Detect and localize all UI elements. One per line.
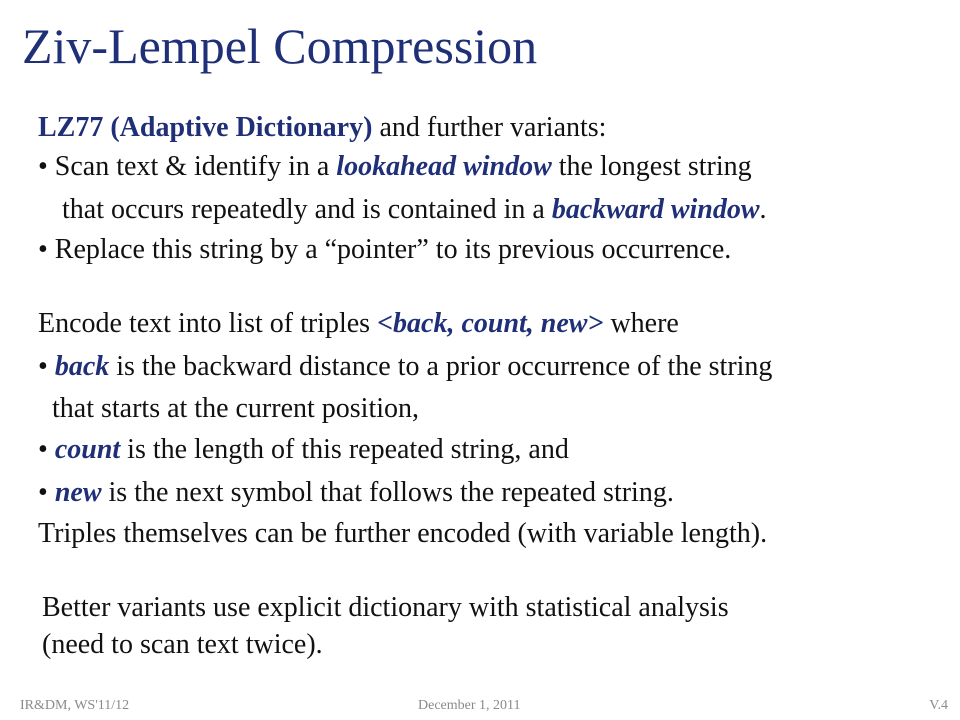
encode-intro-text: Encode text into list of triples	[38, 308, 378, 339]
footer-page-number: V.4	[929, 698, 948, 713]
lookahead-window-term: lookahead window	[336, 151, 552, 182]
new-term: new	[54, 477, 102, 508]
count-bullet	[38, 432, 569, 468]
new-bullet-marker: •	[38, 477, 55, 508]
back-bullet	[38, 349, 772, 385]
back-description: is the backward distance to a prior occurrence of the string	[109, 351, 773, 382]
encode-intro-tail: where	[603, 308, 679, 339]
count-description: is the length of this repeated string, and	[120, 434, 569, 465]
lz77-bullet-scan-tail: the longest string	[551, 151, 752, 182]
triple-notation: <back, count, new>	[377, 308, 604, 339]
lz77-heading-emphasis: LZ77 (Adaptive Dictionary)	[38, 112, 373, 143]
footer-date: December 1, 2011	[418, 698, 521, 713]
lz77-heading	[38, 110, 606, 146]
back-bullet-continuation: that starts at the current position,	[52, 393, 420, 424]
back-bullet-marker: •	[38, 351, 55, 382]
new-description: is the next symbol that follows the repeated string.	[101, 477, 674, 508]
count-term: count	[54, 434, 121, 465]
better-variants-line-2: (need to scan text twice).	[42, 629, 323, 660]
count-bullet-marker: •	[38, 434, 55, 465]
lz77-continuation-text: that occurs repeatedly and is contained in a	[62, 194, 552, 225]
footer-course: IR&DM, WS'11/12	[20, 698, 130, 713]
encode-intro	[38, 306, 679, 342]
lz77-bullet-scan-text: • Scan text & identify in a	[38, 151, 337, 182]
lz77-bullet-scan	[38, 149, 752, 185]
better-variants-line-1: Better variants use explicit dictionary with statistical analysis	[42, 592, 729, 623]
triples-note: Triples themselves can be further encoded (with variable length).	[38, 518, 768, 549]
lz77-continuation-period: .	[759, 194, 767, 225]
new-bullet	[38, 475, 674, 511]
backward-window-term: backward window	[551, 194, 760, 225]
slide-title: Ziv-Lempel Compression	[22, 18, 538, 74]
lz77-heading-rest: and further variants:	[372, 112, 607, 143]
back-term: back	[54, 351, 110, 382]
lz77-bullet-scan-continuation	[62, 192, 767, 228]
lz77-bullet-replace: • Replace this string by a “pointer” to its previous occurrence.	[38, 234, 732, 265]
